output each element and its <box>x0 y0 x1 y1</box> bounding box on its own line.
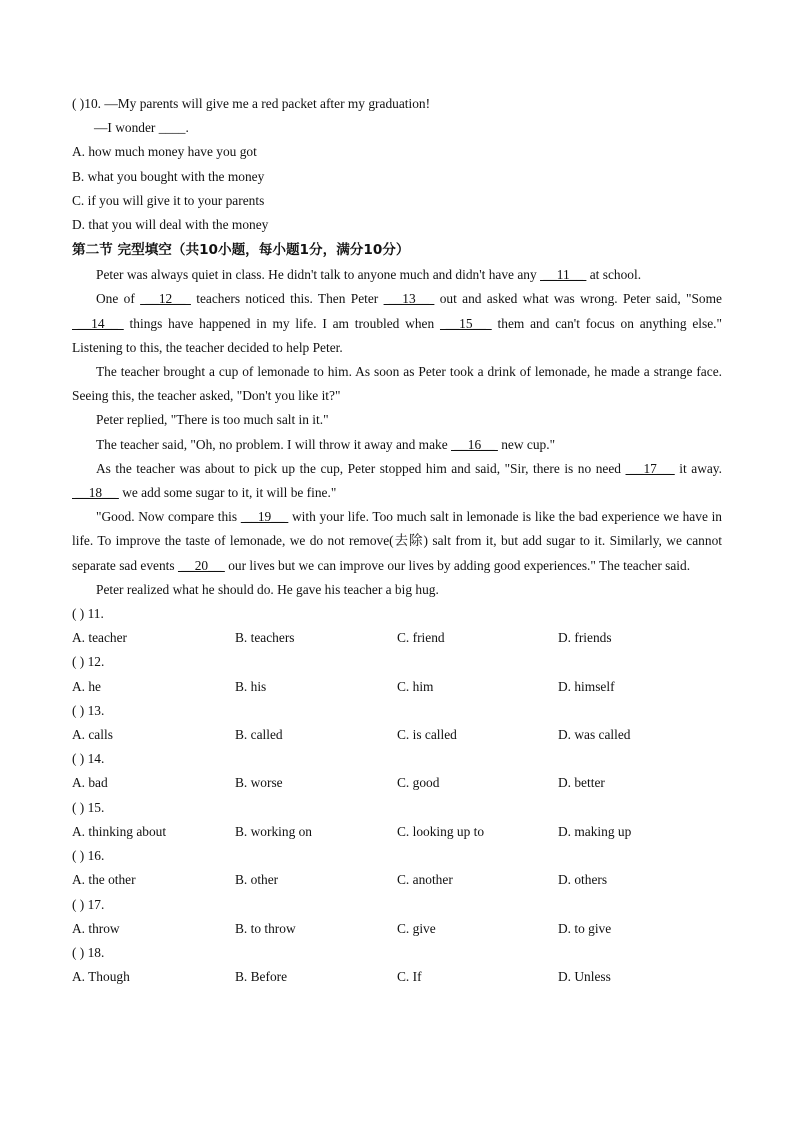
question-number: ( ) 16. <box>72 848 105 864</box>
passage-paragraph-2: One of __12__ teachers noticed this. Then Peter __13__ out and asked what was wrong. Peter said, "Some __14__ things have happened in my life. I am troubled when __15__ them and can't focus on anything else." Listening to this, the teacher decided to help Peter. <box>72 291 722 355</box>
blank-19: __19__ <box>240 509 289 525</box>
blank-18: __18__ <box>72 485 119 501</box>
option-row <box>72 965 722 989</box>
option-row <box>72 820 722 844</box>
blank-15: __15__ <box>439 315 492 331</box>
blank-14: __14__ <box>72 315 124 331</box>
question-16 <box>72 844 722 892</box>
option-a: A. thinking about <box>72 823 167 839</box>
blank-12: __12__ <box>140 291 191 307</box>
blank-17: __17__ <box>625 460 675 476</box>
option-c: C. looking up to <box>397 823 485 839</box>
option-a: A. calls <box>72 727 113 743</box>
passage-paragraph-8: Peter realized what he should do. He gave his teacher a big hug. <box>96 581 439 597</box>
exam-page <box>72 92 722 989</box>
option-c: C. him <box>397 678 434 694</box>
question-17 <box>72 893 722 941</box>
option-a: A. he <box>72 678 102 694</box>
option-row <box>72 771 722 795</box>
option-d: D. friends <box>558 630 612 646</box>
blank-16: __16__ <box>451 436 498 452</box>
option-row <box>72 626 722 650</box>
question-number: ( ) 14. <box>72 751 105 767</box>
question-15 <box>72 796 722 844</box>
option-a: A. Though <box>72 969 130 985</box>
option-c: C. good <box>397 775 440 791</box>
option-d: D. making up <box>558 823 632 839</box>
question-10-reply: —I wonder ____. <box>94 120 189 136</box>
section-title: 第二节 完型填空（共10小题，每小题1分，满分10分） <box>72 242 410 259</box>
question-number: ( ) 13. <box>72 702 105 718</box>
option-d: D. better <box>558 775 605 791</box>
option-row <box>72 675 722 699</box>
option-b: B. working on <box>235 823 312 839</box>
question-10-option-b: B. what you bought with the money <box>72 168 265 184</box>
option-row <box>72 723 722 747</box>
question-12 <box>72 650 722 698</box>
option-b: B. his <box>235 678 267 694</box>
question-number: ( ) 17. <box>72 896 105 912</box>
option-d: D. Unless <box>558 969 611 985</box>
option-b: B. called <box>235 727 283 743</box>
blank-13: __13__ <box>383 291 435 307</box>
option-d: D. was called <box>558 727 631 743</box>
question-11 <box>72 602 722 650</box>
option-b: B. other <box>235 872 279 888</box>
option-d: D. others <box>558 872 608 888</box>
option-b: B. worse <box>235 775 283 791</box>
question-10-option-a: A. how much money have you got <box>72 144 257 160</box>
question-number: ( ) 18. <box>72 944 105 960</box>
question-10-stem: ( )10. —My parents will give me a red packet after my graduation! <box>72 96 431 111</box>
passage-paragraph-3: The teacher brought a cup of lemonade to him. As soon as Peter took a drink of lemonade, he made a strange face. Seeing this, the teacher asked, "Don't you like it?" <box>72 364 722 404</box>
question-10-option-d: D. that you will deal with the money <box>72 217 269 233</box>
blank-20: __20__ <box>177 557 225 573</box>
question-number: ( ) 12. <box>72 654 105 670</box>
question-10-option-c: C. if you will give it to your parents <box>72 192 265 208</box>
option-a: A. throw <box>72 920 120 936</box>
question-14 <box>72 747 722 795</box>
option-row <box>72 868 722 892</box>
option-d: D. to give <box>558 920 612 936</box>
question-number: ( ) 11. <box>72 606 104 622</box>
passage-paragraph-1: Peter was always quiet in class. He didn't talk to anyone much and didn't have any __11__ at school. <box>96 267 642 283</box>
option-a: A. teacher <box>72 630 128 646</box>
option-b: B. to throw <box>235 920 296 936</box>
option-c: C. is called <box>397 727 457 743</box>
question-number: ( ) 15. <box>72 799 105 815</box>
option-c: C. another <box>397 872 453 888</box>
passage-paragraph-4: Peter replied, "There is too much salt in it." <box>96 412 329 428</box>
option-d: D. himself <box>558 678 615 694</box>
question-13 <box>72 699 722 747</box>
option-a: A. the other <box>72 872 136 888</box>
passage-paragraph-6: As the teacher was about to pick up the cup, Peter stopped him and said, "Sir, there is no need __17__ it away. __18__ we add some sugar to it, it will be fine." <box>72 460 722 501</box>
blank-11: __11__ <box>540 267 587 283</box>
option-row <box>72 917 722 941</box>
option-b: B. Before <box>235 969 288 985</box>
option-c: C. friend <box>397 630 445 646</box>
option-c: C. If <box>397 969 422 985</box>
question-18 <box>72 941 722 989</box>
passage-paragraph-5: The teacher said, "Oh, no problem. I will throw it away and make __16__ new cup." <box>96 436 556 452</box>
passage-paragraph-7: "Good. Now compare this __19__ with your life. Too much salt in lemonade is like the bad experience we have in life. To improve the taste of lemonade, we do not remove(去除) salt from it, but add sugar to it. Similarly, we cannot separate sad events __20__ our lives but we can improve our lives by adding good experiences." The teacher said. <box>72 509 722 573</box>
option-c: C. give <box>397 920 436 936</box>
option-b: B. teachers <box>235 630 295 646</box>
option-a: A. bad <box>72 775 108 791</box>
